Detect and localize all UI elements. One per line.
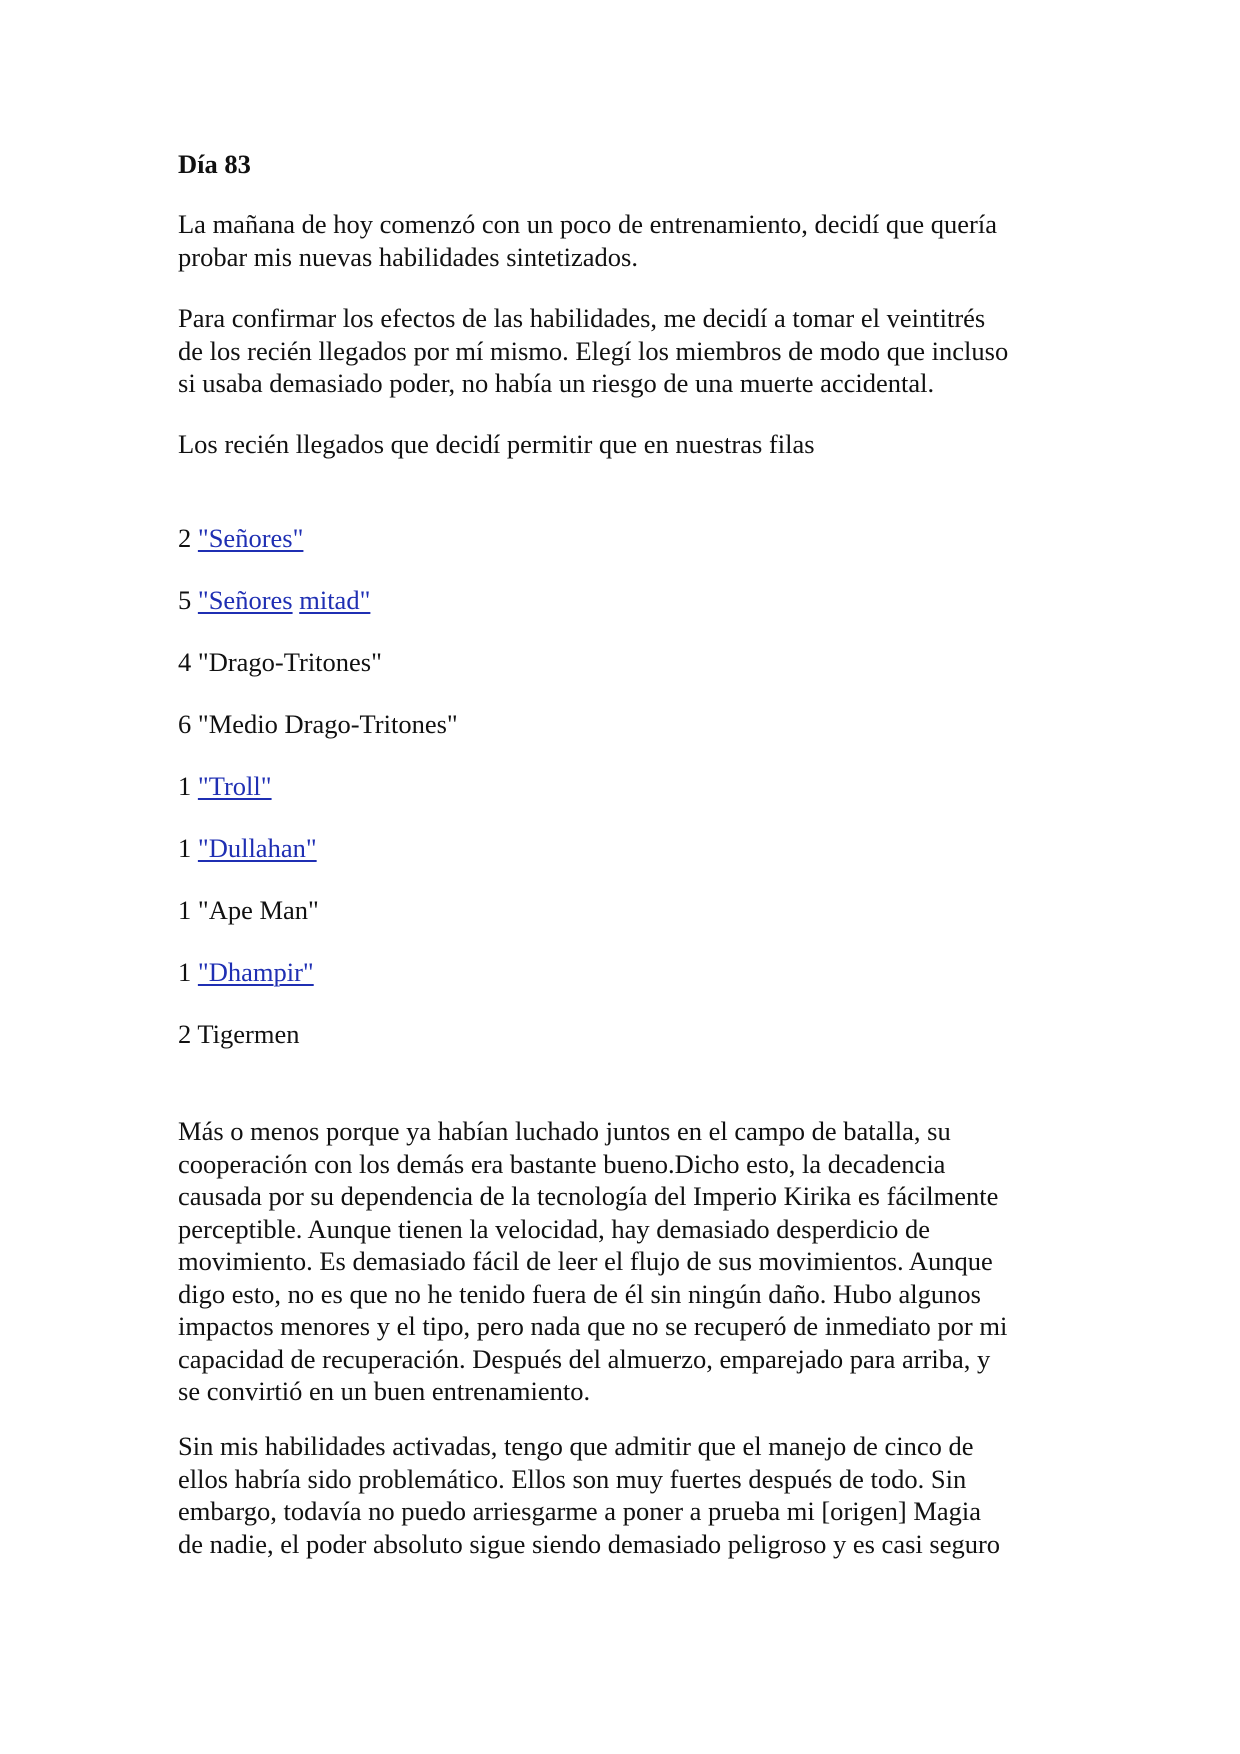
item-link[interactable]: "Dhampir" <box>197 957 314 987</box>
item-count: 5 <box>178 585 192 615</box>
item-count: 1 <box>178 957 192 987</box>
list-item <box>178 708 1078 741</box>
paragraph-line: se convirtió en un buen entrenamiento. <box>178 1376 591 1406</box>
page-title: Día 83 <box>178 149 251 179</box>
list-item <box>178 894 1078 927</box>
list-item <box>178 584 1078 617</box>
list-item <box>178 646 1078 679</box>
item-link[interactable]: "Señores <box>197 585 293 615</box>
paragraph-2 <box>178 302 1078 400</box>
item-link[interactable]: mitad" <box>299 585 371 615</box>
paragraph-line: ellos habría sido problemático. Ellos son muy fuertes después de todo. Sin <box>178 1463 967 1494</box>
item-link[interactable]: "Troll" <box>197 771 272 801</box>
paragraph-line: embargo, todavía no puedo arriesgarme a poner a prueba mi [origen] Magia <box>178 1496 982 1526</box>
paragraph-line: de nadie, el poder absoluto sigue siendo demasiado peligroso y es casi seguro <box>178 1528 1001 1559</box>
paragraph-line: impactos menores y el tipo, pero nada que no se recuperó de inmediato por mi <box>178 1311 1008 1341</box>
item-name: "Drago-Tritones" <box>197 647 382 677</box>
list-item <box>178 522 1078 555</box>
list-item <box>178 770 1078 803</box>
paragraph-line: Más o menos porque ya habían luchado juntos en el campo de batalla, su <box>178 1116 951 1146</box>
paragraph-line: Para confirmar los efectos de las habilidades, me decidí a tomar el veintitrés <box>178 303 986 333</box>
item-count: 1 <box>178 895 192 925</box>
paragraph-line: si usaba demasiado poder, no había un riesgo de una muerte accidental. <box>178 368 935 398</box>
list-item <box>178 956 1078 989</box>
paragraph-line: digo esto, no es que no he tenido fuera de él sin ningún daño. Hubo algunos <box>178 1278 981 1309</box>
paragraph-line: movimiento. Es demasiado fácil de leer el flujo de sus movimientos. Aunque <box>178 1246 993 1276</box>
item-name: "Ape Man" <box>197 895 319 925</box>
paragraph-line: perceptible. Aunque tienen la velocidad, hay demasiado desperdicio de <box>178 1213 931 1244</box>
item-name: Tigermen <box>197 1019 300 1049</box>
item-count: 6 <box>178 709 192 739</box>
item-count: 2 <box>178 523 192 553</box>
paragraph-5 <box>178 1430 1078 1560</box>
paragraph-line: causada por su dependencia de la tecnología del Imperio Kirika es fácilmente <box>178 1181 999 1211</box>
paragraph-line: probar mis nuevas habilidades sintetizados. <box>178 241 638 272</box>
paragraph-line: Los recién llegados que decidí permitir que en nuestras filas <box>178 429 815 459</box>
paragraph-line: de los recién llegados por mí mismo. Elegí los miembros de modo que incluso <box>178 335 1009 366</box>
item-count: 4 <box>178 647 192 677</box>
list-item <box>178 1018 1078 1051</box>
paragraph-line: capacidad de recuperación. Después del almuerzo, emparejado para arriba, y <box>178 1343 991 1374</box>
item-count: 1 <box>178 833 192 863</box>
paragraph-line: cooperación con los demás era bastante bueno.Dicho esto, la decadencia <box>178 1148 946 1179</box>
item-link[interactable]: "Dullahan" <box>197 833 317 863</box>
paragraph-1 <box>178 208 1078 273</box>
paragraph-3 <box>178 428 1078 461</box>
item-count: 2 <box>178 1019 192 1049</box>
paragraph-line: Sin mis habilidades activadas, tengo que admitir que el manejo de cinco de <box>178 1431 974 1461</box>
paragraph-4 <box>178 1115 1078 1408</box>
paragraph-line: La mañana de hoy comenzó con un poco de entrenamiento, decidí que quería <box>178 209 997 239</box>
item-name: "Medio Drago-Tritones" <box>197 709 458 739</box>
item-link[interactable]: "Señores" <box>197 523 304 553</box>
list-item <box>178 832 1078 865</box>
item-count: 1 <box>178 771 192 801</box>
